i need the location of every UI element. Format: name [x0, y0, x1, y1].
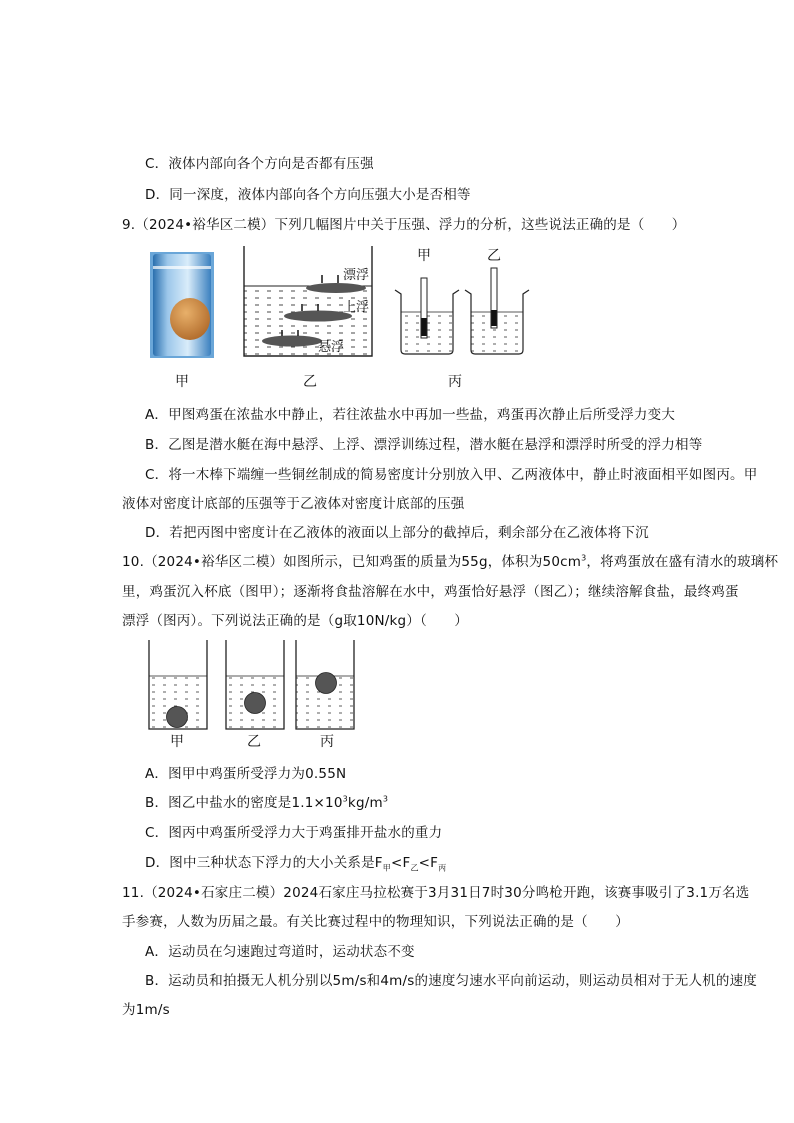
q10-stem-text-a: 10.（2024•裕华区二模）如图所示，已知鸡蛋的质量为55g，体积为50cm: [122, 554, 582, 570]
q8-option-d: D．同一深度，液体内部向各个方向压强大小是否相等: [145, 187, 471, 203]
q10-b-sup1: 3: [342, 794, 348, 804]
q11-option-a: A．运动员在匀速跑过弯道时，运动状态不变: [145, 944, 415, 960]
q10-b-sup2: 3: [382, 794, 389, 804]
label-piaofu: 漂浮: [343, 268, 370, 283]
q10-option-d: [145, 851, 446, 874]
q10-option-a: A．图甲中鸡蛋所受浮力为0.55N: [145, 766, 347, 782]
fig9-label-jia: 甲: [175, 374, 189, 390]
q10-d-lt1: <F: [390, 855, 411, 871]
q10-d-lt2: <F: [418, 855, 439, 871]
fig10-label-bing: 丙: [320, 734, 334, 750]
q9-figure-bing-hydrometers: [393, 264, 543, 356]
q10-stem-text-b: ，将鸡蛋放在盛有清水的玻璃杯: [586, 554, 779, 570]
fig10-label-jia: 甲: [170, 734, 184, 750]
submarine-rising: [284, 311, 352, 322]
q10-b-text: B．图乙中盐水的密度是1.1×10: [145, 795, 343, 811]
q9-option-d: D．若把丙图中密度计在乙液体的液面以上部分的截掉后，剩余部分在乙液体将下沉: [145, 525, 649, 541]
q9-figure-jia-egg-photo: [150, 252, 214, 358]
q10-stem-line1: [122, 550, 778, 570]
q11-option-b-line2: 为1m/s: [122, 1002, 170, 1018]
q9-option-c-line2: 液体对密度计底部的压强等于乙液体对密度计底部的压强: [122, 496, 465, 512]
q10-option-c: C．图丙中鸡蛋所受浮力大于鸡蛋排开盐水的重力: [145, 825, 443, 841]
label-shangfu: 上浮: [343, 300, 370, 315]
q9-stem: 9.（2024•裕华区二模）下列几幅图片中关于压强、浮力的分析，这些说法正确的是（ ）: [122, 217, 686, 233]
q10-d-sub3: 丙: [438, 863, 447, 873]
q10-d-text: D．图中三种状态下浮力的大小关系是F: [145, 855, 383, 871]
q10-stem-sup: 3: [581, 553, 587, 563]
q9-option-a: A．甲图鸡蛋在浓盐水中静止，若往浓盐水中再加一些盐，鸡蛋再次静止后所受浮力变大: [145, 407, 676, 423]
label-beaker-jia: 甲: [417, 248, 431, 264]
submarine-suspended: [262, 336, 322, 347]
fig9-label-bing: 丙: [448, 374, 462, 390]
egg-sunk: [167, 707, 188, 728]
label-xuanfu: 悬浮: [318, 340, 345, 355]
q11-stem-line2: 手参赛，人数为历届之最。有关比赛过程中的物理知识，下列说法正确的是（ ）: [122, 914, 629, 930]
q10-d-sub2: 乙: [410, 863, 419, 873]
q10-figure-eggs-in-cups: [140, 640, 362, 732]
q10-d-sub1: 甲: [382, 863, 391, 873]
label-beaker-yi: 乙: [487, 248, 501, 264]
q9-option-c-line1: C．将一木棒下端缠一些铜丝制成的简易密度计分别放入甲、乙两液体中，静止时液面相平如图丙。甲: [145, 467, 758, 483]
q10-option-b: [145, 791, 388, 811]
q10-stem-line2: 里，鸡蛋沉入杯底（图甲）；逐渐将食盐溶解在水中，鸡蛋恰好悬浮（图乙）；继续溶解食盐，最终鸡蛋: [122, 584, 739, 600]
q9-option-b: B．乙图是潜水艇在海中悬浮、上浮、漂浮训练过程，潜水艇在悬浮和漂浮时所受的浮力相等: [145, 437, 703, 453]
fig9-label-yi: 乙: [303, 374, 317, 390]
q8-option-c: C．液体内部向各个方向是否都有压强: [145, 156, 374, 172]
q10-stem-line3: 漂浮（图丙）。下列说法正确的是（g取10N/kg）（ ）: [122, 613, 469, 629]
egg-suspended: [245, 693, 266, 714]
submarine-floating: [306, 283, 366, 293]
egg-floating: [316, 673, 337, 694]
q11-stem-line1: 11.（2024•石家庄二模）2024石家庄马拉松赛于3月31日7时30分鸣枪开跑，该赛事吸引了3.1万名选: [122, 885, 750, 901]
fig10-label-yi: 乙: [247, 734, 261, 750]
q11-option-b-line1: B．运动员和拍摄无人机分别以5m/s和4m/s的速度匀速水平向前运动，则运动员相对于无人机的速度: [145, 973, 758, 989]
q10-b-unit: kg/m: [347, 795, 383, 811]
